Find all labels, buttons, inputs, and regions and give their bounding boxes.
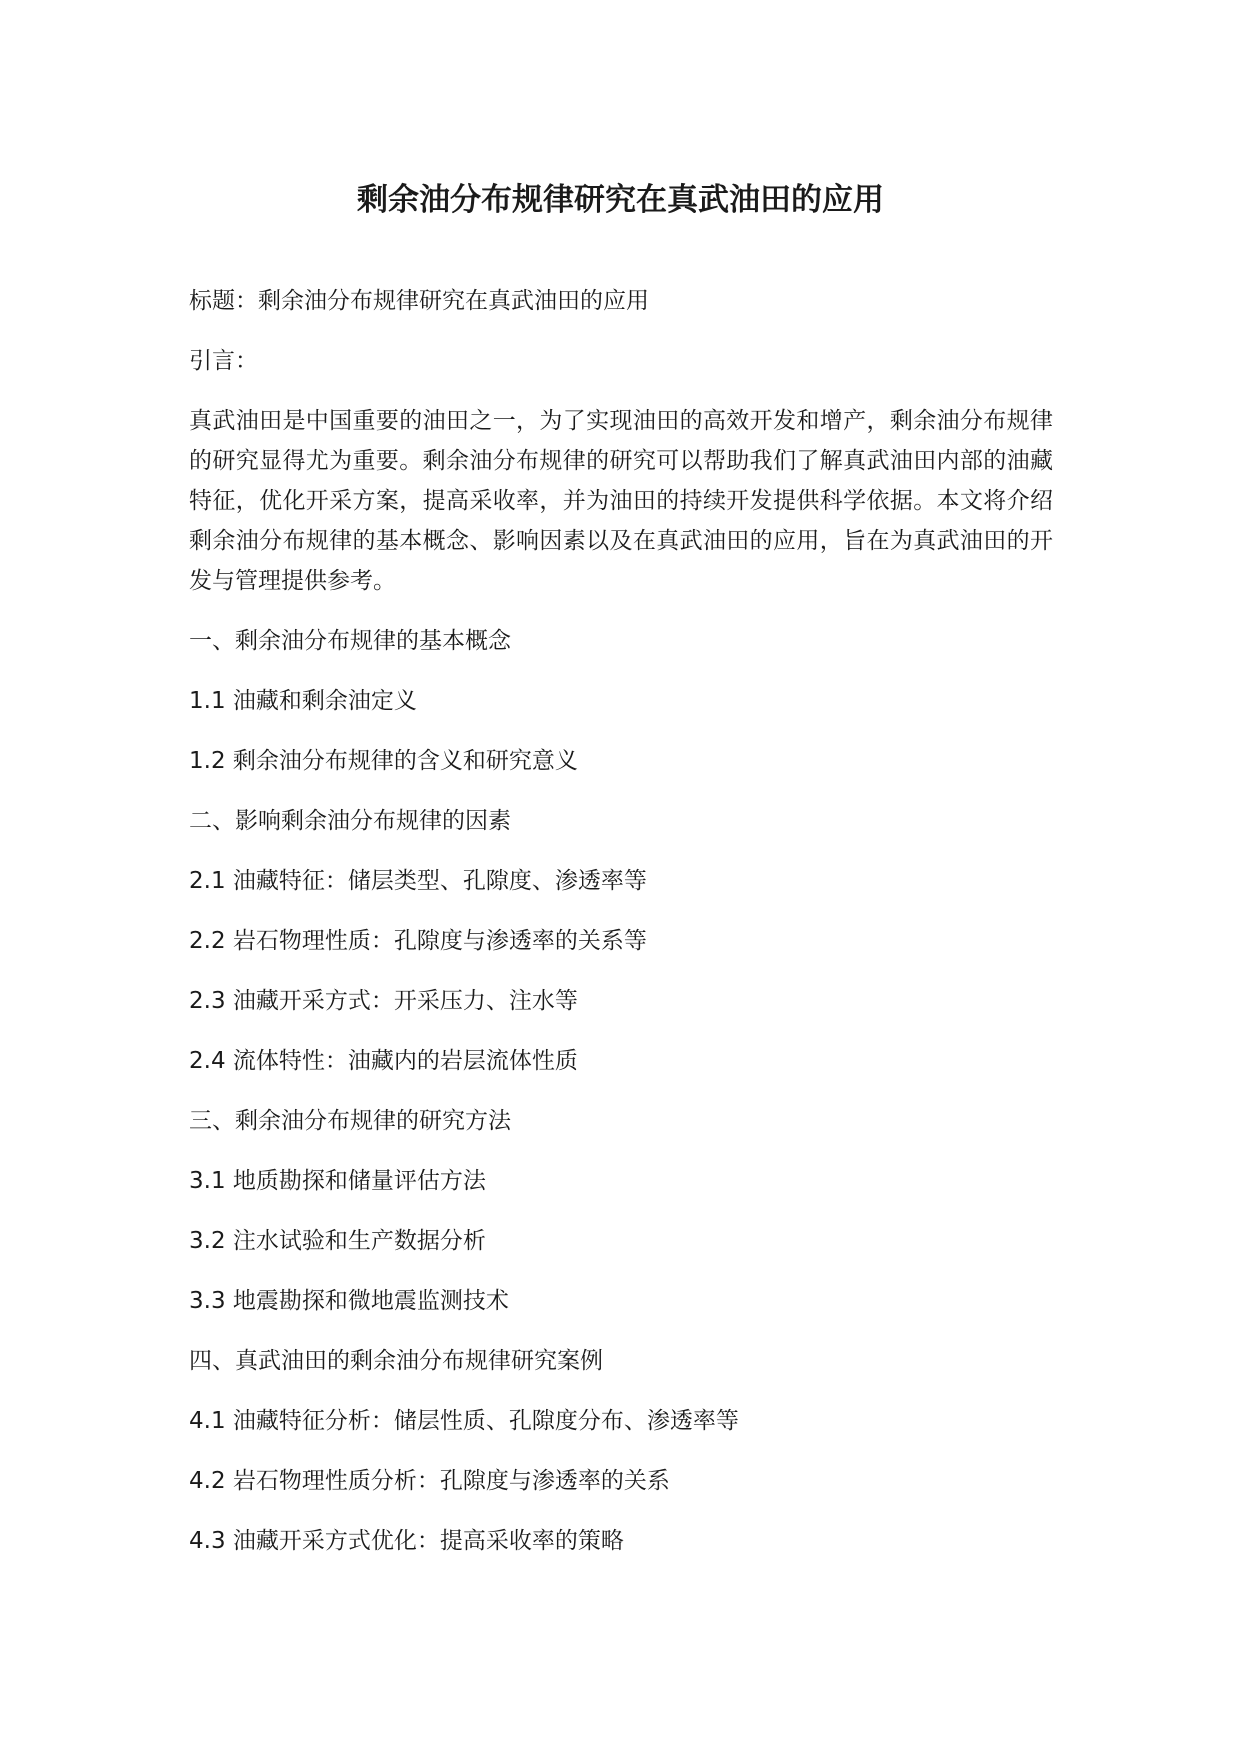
subsection-item: 2.3 油藏开采方式：开采压力、注水等: [189, 988, 578, 1014]
heading-line: 标题：剩余油分布规律研究在真武油田的应用: [189, 288, 649, 314]
subsection-item: 2.4 流体特性：油藏内的岩层流体性质: [189, 1048, 578, 1074]
subsection-item: 4.3 油藏开采方式优化：提高采收率的策略: [189, 1528, 624, 1554]
subsection-item: 2.1 油藏特征：储层类型、孔隙度、渗透率等: [189, 868, 647, 894]
subsection-item: 1.1 油藏和剩余油定义: [189, 688, 417, 714]
section-heading: 一、剩余油分布规律的基本概念: [189, 628, 511, 654]
subsection-item: 3.3 地震勘探和微地震监测技术: [189, 1288, 509, 1314]
section-heading: 二、影响剩余油分布规律的因素: [189, 808, 511, 834]
subsection-item: 2.2 岩石物理性质：孔隙度与渗透率的关系等: [189, 928, 647, 954]
subsection-item: 4.1 油藏特征分析：储层性质、孔隙度分布、渗透率等: [189, 1408, 739, 1434]
subsection-item: 1.2 剩余油分布规律的含义和研究意义: [189, 748, 578, 774]
document-title: 剩余油分布规律研究在真武油田的应用: [357, 182, 884, 218]
intro-label: 引言：: [189, 348, 258, 374]
document-body: [189, 281, 1053, 1581]
subsection-item: 4.2 岩石物理性质分析：孔隙度与渗透率的关系: [189, 1468, 670, 1494]
subsection-item: 3.2 注水试验和生产数据分析: [189, 1228, 486, 1254]
subsection-item: 3.1 地质勘探和储量评估方法: [189, 1168, 486, 1194]
section-heading: 四、真武油田的剩余油分布规律研究案例: [189, 1348, 603, 1374]
section-heading: 三、剩余油分布规律的研究方法: [189, 1108, 511, 1134]
intro-paragraph: 真武油田是中国重要的油田之一，为了实现油田的高效开发和增产，剩余油分布规律的研究显得尤为重要。剩余油分布规律的研究可以帮助我们了解真武油田内部的油藏特征，优化开采方案，提高采收率，并为油田的持续开发提供科学依据。本文将介绍剩余油分布规律的基本概念、影响因素以及在真武油田的应用，旨在为真武油田的开发与管理提供参考。: [189, 408, 1053, 594]
